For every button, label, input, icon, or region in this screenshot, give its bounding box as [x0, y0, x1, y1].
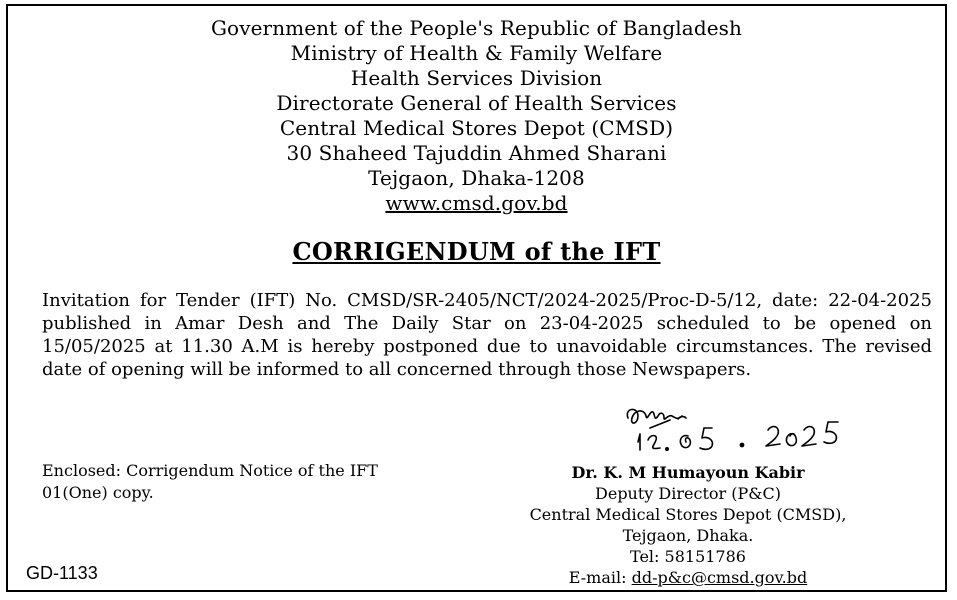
enclosure-line-2: 01(One) copy.	[42, 483, 154, 502]
signatory-email-line	[508, 567, 868, 588]
signatory-designation: Deputy Director (P&C)	[595, 484, 781, 503]
signatory-tel: Tel: 58151786	[630, 547, 746, 566]
signatory-block	[508, 462, 868, 588]
header-division: Health Services Division	[350, 66, 603, 90]
header-ministry: Ministry of Health & Family Welfare	[290, 41, 663, 65]
signatory-office: Central Medical Stores Depot (CMSD),	[529, 505, 847, 524]
handwritten-signature	[620, 406, 850, 456]
notice-body: Invitation for Tender (IFT) No. CMSD/SR-2405/NCT/2024-2025/Proc-D-5/12, date: 22-04-2025 published in Amar Desh and The Daily Star on 23-04-2025 scheduled to be opened on 15/05/2025 at 11.30 A.M is hereby postponed due to unavoidable circumstances. The revised date of opening will be informed to all concerned through those Newspapers.	[42, 290, 932, 380]
page-title: CORRIGENDUM of the IFT	[292, 237, 661, 266]
letterhead	[8, 16, 945, 216]
header-address: 30 Shaheed Tajuddin Ahmed Sharani	[286, 141, 667, 165]
signatory-name: Dr. K. M Humayoun Kabir	[571, 463, 805, 482]
header-website-link[interactable]: www.cmsd.gov.bd	[385, 191, 568, 215]
notice-document	[6, 4, 947, 592]
email-link[interactable]: dd-p&c@cmsd.gov.bd	[631, 568, 808, 587]
email-label: E-mail:	[568, 568, 632, 587]
header-directorate: Directorate General of Health Services	[276, 91, 677, 115]
signatory-location: Tejgaon, Dhaka.	[622, 526, 754, 545]
enclosure-line-1: Enclosed: Corrigendum Notice of the IFT	[42, 461, 378, 480]
header-office: Central Medical Stores Depot (CMSD)	[279, 116, 674, 140]
header-government: Government of the People's Republic of Bangladesh	[210, 16, 742, 40]
enclosure-note	[42, 460, 432, 504]
reference-number: GD-1133	[26, 563, 98, 583]
header-city: Tejgaon, Dhaka-1208	[368, 166, 585, 190]
